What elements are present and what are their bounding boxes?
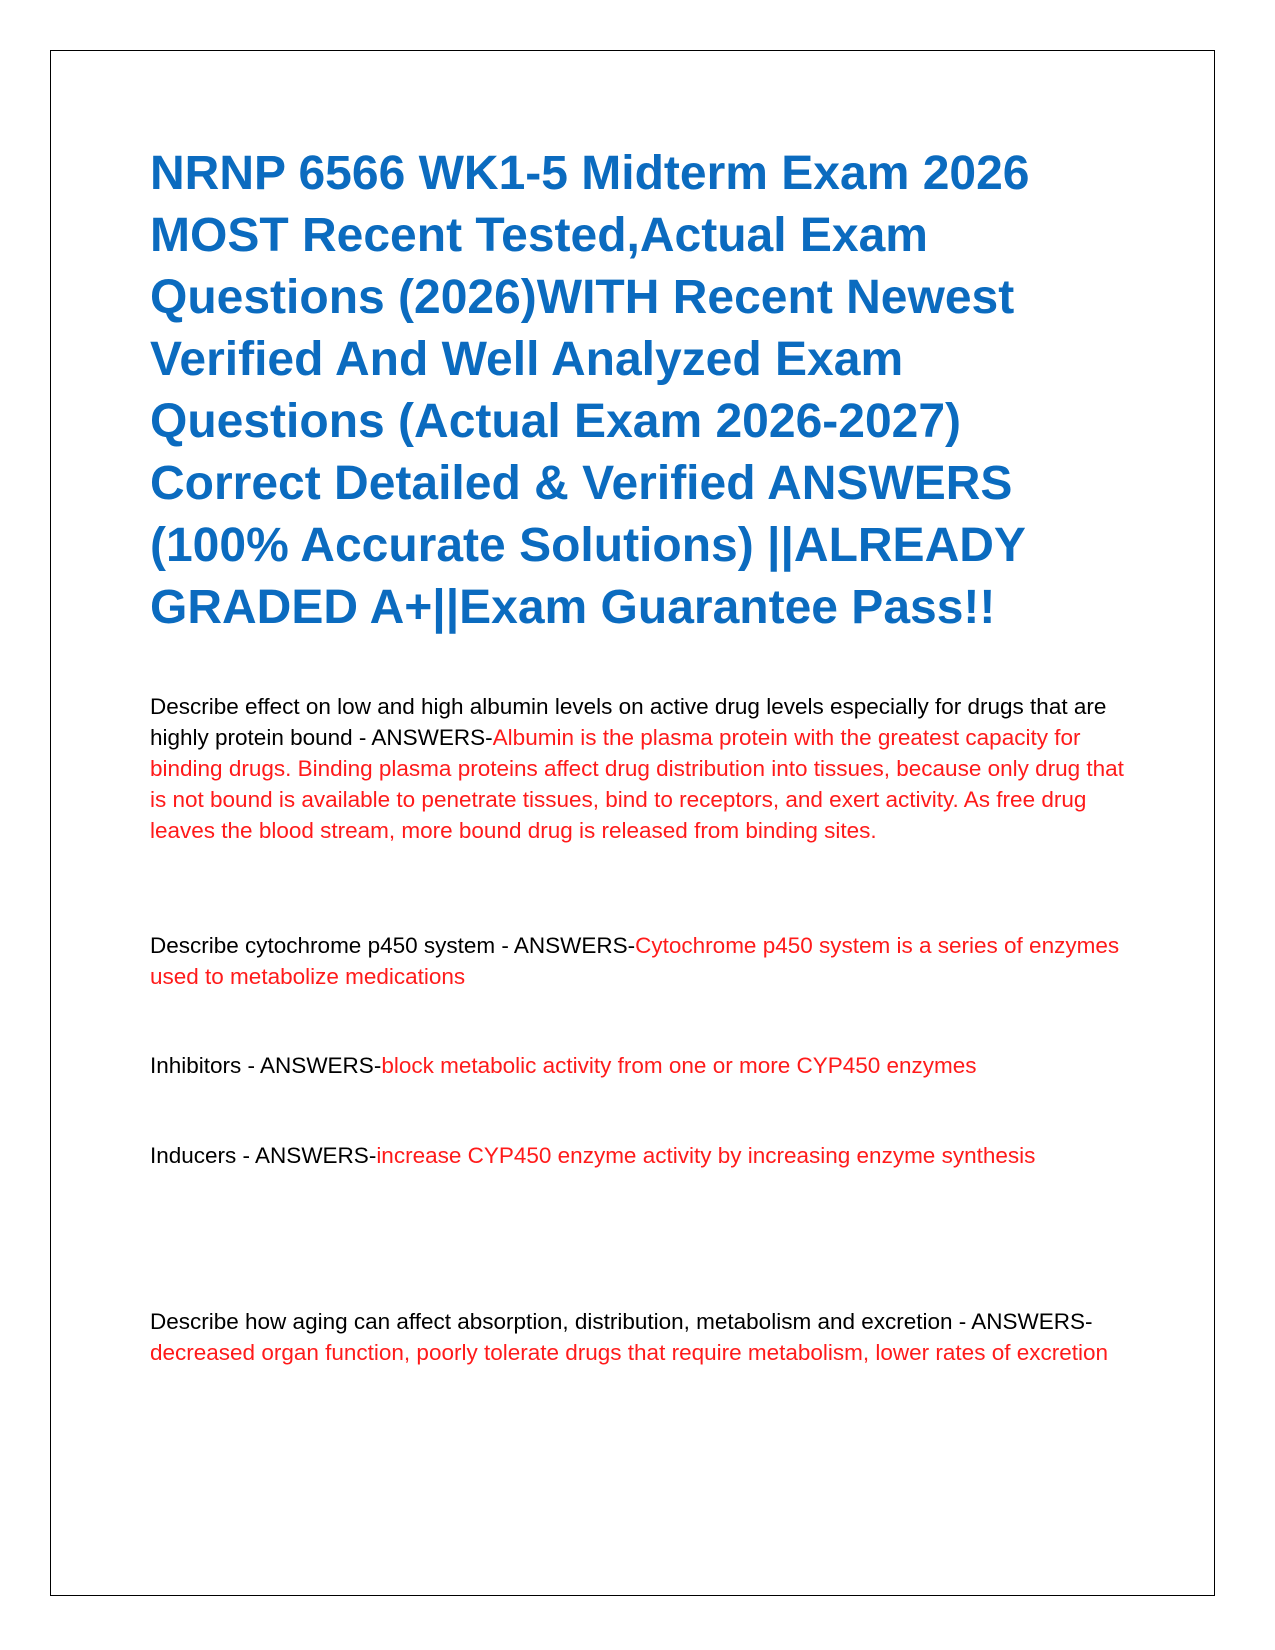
qa-item-albumin bbox=[150, 691, 1125, 846]
document-title: NRNP 6566 WK1-5 Midterm Exam 2026 MOST Recent Tested,Actual Exam Questions (2026)WITH Recent Newest Verified And Well Analyzed Exam Questions (Actual Exam 2026-2027) Correct Detailed & Verified ANSWERS (100% Accurate Solutions) ||ALREADY GRADED A+||Exam Guarantee Pass!! bbox=[150, 147, 1030, 634]
qa-answer: Albumin is the plasma protein with the greatest capacity for binding drugs. Binding plasma proteins affect drug distribution into tissues, because only drug that is not bound is available to penetrate tissues, bind to receptors, and exert activity. As free drug leaves the blood stream, more bound drug is released from binding sites. bbox=[150, 725, 1124, 843]
qa-item-aging bbox=[150, 1306, 1125, 1368]
qa-question: Describe cytochrome p450 system - ANSWERS- bbox=[150, 933, 636, 958]
qa-item-inhibitors bbox=[150, 1050, 1125, 1081]
qa-question: Describe how aging can affect absorption, distribution, metabolism and excretion - ANSWERS- bbox=[150, 1309, 1093, 1334]
qa-answer: decreased organ function, poorly tolerate drugs that require metabolism, lower rates of excretion bbox=[150, 1340, 1109, 1365]
qa-question: Inducers - ANSWERS- bbox=[150, 1143, 377, 1168]
qa-item-inducers bbox=[150, 1140, 1125, 1171]
qa-question: Describe effect on low and high albumin levels on active drug levels especially for drugs that are highly protein bound - ANSWERS- bbox=[150, 694, 1107, 750]
qa-item-cytochrome bbox=[150, 930, 1125, 992]
qa-answer: block metabolic activity from one or more CYP450 enzymes bbox=[381, 1053, 977, 1078]
qa-answer: increase CYP450 enzyme activity by increasing enzyme synthesis bbox=[376, 1143, 1036, 1168]
qa-question: Inhibitors - ANSWERS- bbox=[150, 1053, 382, 1078]
qa-answer: Cytochrome p450 system is a series of enzymes used to metabolize medications bbox=[150, 933, 1120, 989]
